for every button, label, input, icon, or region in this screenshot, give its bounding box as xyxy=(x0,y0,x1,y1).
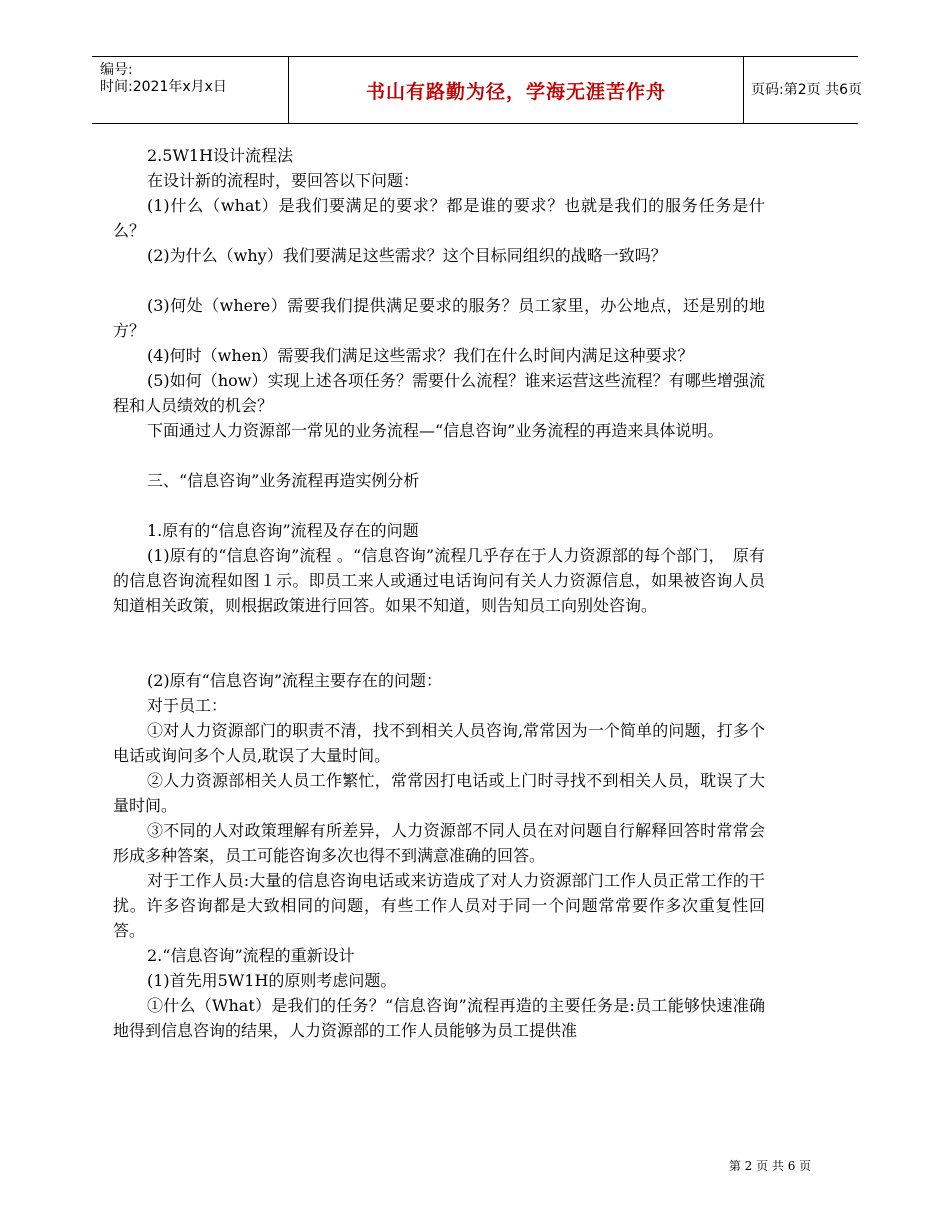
page-footer xyxy=(0,1157,950,1174)
header-motto: 书山有路勤为径，学海无涯苦作舟 xyxy=(365,80,666,103)
document-number-label: 编号: xyxy=(100,62,133,78)
blank-line xyxy=(113,643,765,668)
header-page-cell xyxy=(743,57,862,123)
paragraph: ③不同的人对政策理解有所差异，人力资源部不同人员在对问题自行解释回答时常常会形成多种答案，员工可能咨询多次也得不到满意准确的回答。 xyxy=(113,821,765,865)
page-header xyxy=(92,56,862,124)
document-body xyxy=(113,143,765,1043)
blank-line xyxy=(113,618,765,643)
paragraph: 下面通过人力资源部一常见的业务流程—“信息咨询”业务流程的再造来具体说明。 xyxy=(147,421,724,440)
paragraph: (1)什么（what）是我们要满足的要求？都是谁的要求？也就是我们的服务任务是什么？ xyxy=(113,196,765,240)
document-time-label: 时间:2021年x月x日 xyxy=(100,79,227,95)
blank-line xyxy=(113,493,765,518)
paragraph: ①什么（What）是我们的任务？“信息咨询”流程再造的主要任务是:员工能够快速准确地得到信息咨询的结果，人力资源部的工作人员能够为员工提供准 xyxy=(113,996,765,1040)
paragraph: (2)原有“信息咨询”流程主要存在的问题： xyxy=(147,671,443,690)
paragraph: 2.5W1H设计流程法 xyxy=(147,146,294,165)
header-page-info: 页码:第2页 共6页 xyxy=(751,82,862,98)
paragraph: ②人力资源部相关人员工作繁忙，常常因打电话或上门时寻找不到相关人员，耽误了大量时间。 xyxy=(113,771,765,815)
blank-line xyxy=(113,443,765,468)
paragraph: 对于员工： xyxy=(147,696,228,715)
paragraph: 三、“信息咨询”业务流程再造实例分析 xyxy=(147,471,420,490)
paragraph: 在设计新的流程时，要回答以下问题： xyxy=(147,171,420,190)
paragraph: (4)何时（when）需要我们满足这些需求？我们在什么时间内满足这种要求？ xyxy=(147,346,694,365)
paragraph: (3)何处（where）需要我们提供满足要求的服务？员工家里，办公地点，还是别的地方？ xyxy=(113,296,765,340)
blank-line xyxy=(113,268,765,293)
footer-page-number: 第 2 页 共 6 页 xyxy=(728,1159,812,1173)
paragraph: (5)如何（how）实现上述各项任务？需要什么流程？谁来运营这些流程？有哪些增强流程和人员绩效的机会？ xyxy=(113,371,765,415)
header-meta xyxy=(92,57,288,123)
paragraph: (1)首先用5W1H的原则考虑问题。 xyxy=(147,971,397,990)
header-motto-cell xyxy=(288,57,744,123)
paragraph: (1)原有的“信息咨询”流程 。“信息咨询”流程几乎存在于人力资源部的每个部门， 原有的信息咨询流程如图１示。即员工来人或通过电话询问有关人力资源信息，如果被咨询人员知道相关政策，则根据政策进行回答。如果不知道，则告知员工向别处咨询。 xyxy=(113,546,765,615)
paragraph: 2.“信息咨询”流程的重新设计 xyxy=(147,946,355,965)
paragraph: ①对人力资源部门的职责不清，找不到相关人员咨询,常常因为一个简单的问题，打多个电话或询问多个人员,耽误了大量时间。 xyxy=(113,721,765,765)
paragraph: (2)为什么（why）我们要满足这些需求？这个目标同组织的战略一致吗？ xyxy=(147,246,667,265)
paragraph: 对于工作人员:大量的信息咨询电话或来访造成了对人力资源部门工作人员正常工作的干扰。许多咨询都是大致相同的问题，有些工作人员对于同一个问题常常要作多次重复性回答。 xyxy=(113,871,765,940)
paragraph: 1.原有的“信息咨询”流程及存在的问题 xyxy=(147,521,419,540)
